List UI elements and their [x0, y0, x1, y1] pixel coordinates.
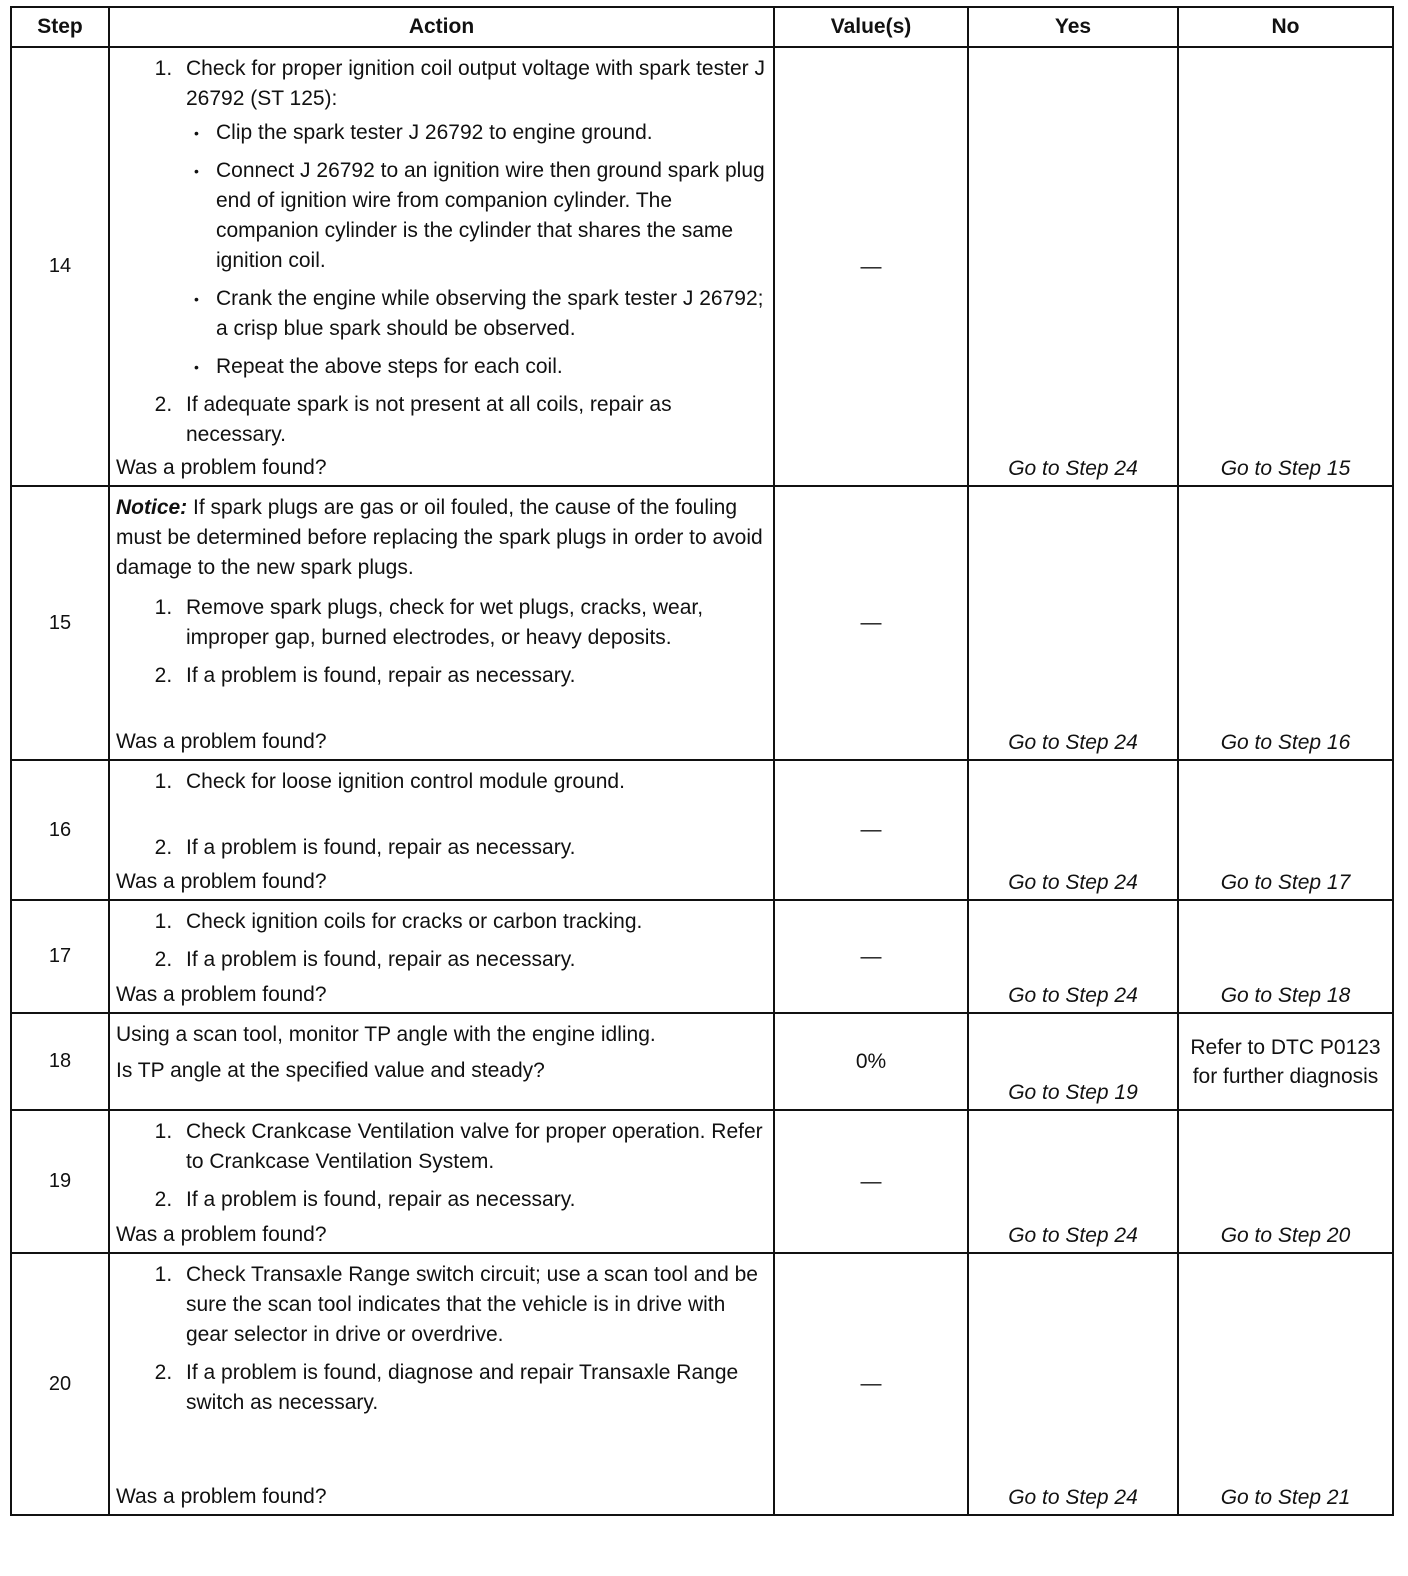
action-steps	[116, 593, 765, 691]
no-cell: Go to Step 16	[1178, 486, 1393, 760]
action-steps	[116, 1260, 765, 1418]
no-cell: Go to Step 21	[1178, 1253, 1393, 1515]
no-cell: Go to Step 15	[1178, 47, 1393, 486]
yes-cell: Go to Step 24	[968, 1253, 1178, 1515]
diagnostic-table	[10, 6, 1394, 1516]
table-row	[11, 900, 1393, 1013]
value-cell: —	[774, 900, 968, 1013]
action-step: 1. Check Crankcase Ventilation valve for proper operation. Refer to Crankcase Ventilation System.	[178, 1117, 765, 1177]
action-step-text: Check for proper ignition coil output voltage with spark tester J 26792 (ST 125):	[186, 57, 765, 110]
notice-label: Notice:	[116, 496, 188, 519]
header-no: No	[1178, 7, 1393, 47]
yes-cell: Go to Step 24	[968, 900, 1178, 1013]
action-cell	[109, 900, 774, 1013]
value-cell: —	[774, 1110, 968, 1253]
action-bullets	[186, 118, 765, 382]
step-number: 18	[11, 1013, 109, 1110]
action-bullet: • Connect J 26792 to an ignition wire then ground spark plug end of ignition wire from companion cylinder. The companion cylinder is the cylinder that shares the same ignition coil.	[208, 156, 765, 276]
step-number: 16	[11, 760, 109, 900]
action-cell	[109, 1013, 774, 1110]
no-cell: Go to Step 20	[1178, 1110, 1393, 1253]
question-text: Was a problem found?	[116, 1485, 327, 1508]
action-cell	[109, 1110, 774, 1253]
header-action: Action	[109, 7, 774, 47]
action-bullet: • Crank the engine while observing the spark tester J 26792; a crisp blue spark should be observed.	[208, 284, 765, 344]
step-number: 19	[11, 1110, 109, 1253]
step-number: 14	[11, 47, 109, 486]
action-step: 2. If a problem is found, repair as necessary.	[178, 833, 765, 863]
action-cell	[109, 47, 774, 486]
action-steps	[116, 767, 765, 863]
action-step: 2. If a problem is found, repair as necessary.	[178, 661, 765, 691]
value-cell: 0%	[774, 1013, 968, 1110]
yes-cell: Go to Step 24	[968, 1110, 1178, 1253]
action-cell	[109, 760, 774, 900]
action-cell	[109, 1253, 774, 1515]
question-text: Was a problem found?	[116, 456, 327, 479]
header-values: Value(s)	[774, 7, 968, 47]
value-cell: —	[774, 486, 968, 760]
table-row	[11, 47, 1393, 486]
action-step	[178, 54, 765, 382]
table-row	[11, 760, 1393, 900]
action-step: 2. If adequate spark is not present at all coils, repair as necessary.	[178, 390, 765, 450]
yes-cell: Go to Step 24	[968, 760, 1178, 900]
table-row	[11, 1013, 1393, 1110]
table-row	[11, 486, 1393, 760]
step-number: 20	[11, 1253, 109, 1515]
action-bullet: • Clip the spark tester J 26792 to engine ground.	[208, 118, 765, 148]
action-steps	[116, 54, 765, 450]
table-row	[11, 1110, 1393, 1253]
question-text: Was a problem found?	[116, 1223, 327, 1246]
no-cell: Go to Step 17	[1178, 760, 1393, 900]
table-row	[11, 1253, 1393, 1515]
yes-cell: Go to Step 19	[968, 1013, 1178, 1110]
header-yes: Yes	[968, 7, 1178, 47]
header-step: Step	[11, 7, 109, 47]
no-cell: Refer to DTC P0123 for further diagnosis	[1178, 1013, 1393, 1110]
question-text: Is TP angle at the specified value and steady?	[116, 1059, 545, 1082]
yes-cell: Go to Step 24	[968, 47, 1178, 486]
question-text: Was a problem found?	[116, 870, 327, 893]
action-bullet: • Repeat the above steps for each coil.	[208, 352, 765, 382]
action-step: 1. Check ignition coils for cracks or carbon tracking.	[178, 907, 765, 937]
question-text: Was a problem found?	[116, 983, 327, 1006]
action-step: 2. If a problem is found, repair as necessary.	[178, 1185, 765, 1215]
value-cell: —	[774, 1253, 968, 1515]
action-cell	[109, 486, 774, 760]
value-cell: —	[774, 760, 968, 900]
step-number: 17	[11, 900, 109, 1013]
action-text: Using a scan tool, monitor TP angle with the engine idling.	[116, 1023, 656, 1046]
notice-text: Notice: If spark plugs are gas or oil fouled, the cause of the fouling must be determined before replacing the spark plugs in order to avoid damage to the new spark plugs.	[116, 496, 763, 579]
value-cell: —	[774, 47, 968, 486]
action-step: 1. Check for loose ignition control module ground.	[178, 767, 765, 797]
action-steps	[116, 1117, 765, 1215]
action-step: 1. Check Transaxle Range switch circuit; use a scan tool and be sure the scan tool indicates that the vehicle is in drive with gear selector in drive or overdrive.	[178, 1260, 765, 1350]
action-steps	[116, 907, 765, 975]
action-step: 2. If a problem is found, diagnose and repair Transaxle Range switch as necessary.	[178, 1358, 765, 1418]
header-row	[11, 7, 1393, 47]
action-step: 2. If a problem is found, repair as necessary.	[178, 945, 765, 975]
no-cell: Go to Step 18	[1178, 900, 1393, 1013]
step-number: 15	[11, 486, 109, 760]
yes-cell: Go to Step 24	[968, 486, 1178, 760]
action-step: 1. Remove spark plugs, check for wet plugs, cracks, wear, improper gap, burned electrodes, or heavy deposits.	[178, 593, 765, 653]
question-text: Was a problem found?	[116, 730, 327, 753]
